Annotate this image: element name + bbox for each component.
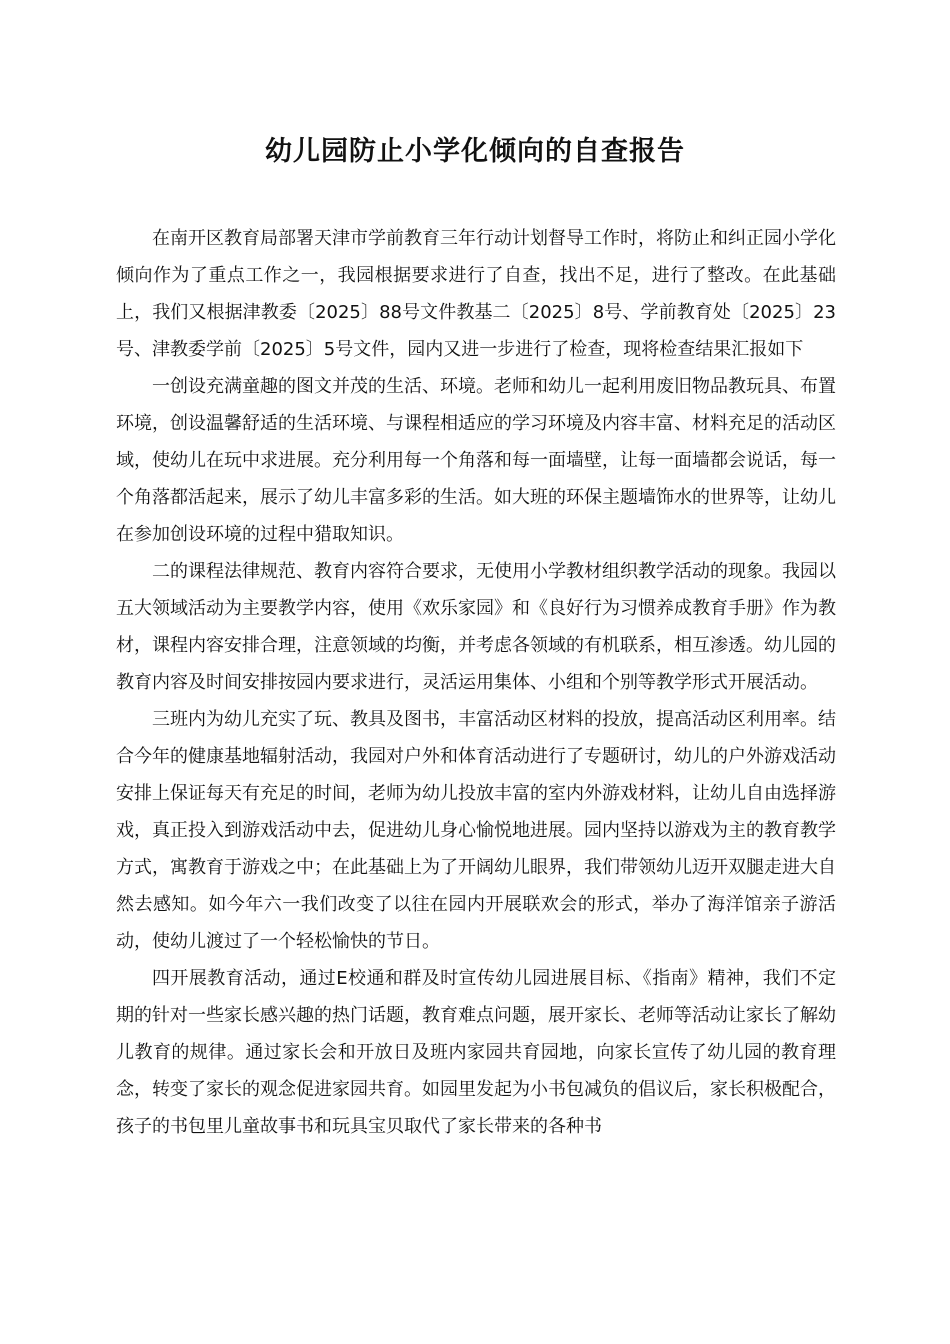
document-title: 幼儿园防止小学化倾向的自查报告 [265,136,685,167]
paragraph-section-1: 一创设充满童趣的图文并茂的生活、环境。老师和幼儿一起利用废旧物品教玩具、布置环境，创设温馨舒适的生活环境、与课程相适应的学习环境及内容丰富、材料充足的活动区域，使幼儿在玩中求进展。充分利用每一个角落和每一面墙壁，让每一面墙都会说话，每一个角落都活起来，展示了幼儿丰富多彩的生活。如大班的环保主题墙饰水的世界等，让幼儿在参加创设环境的过程中猎取知识。 [116,376,836,545]
paragraph-intro: 在南开区教育局部署天津市学前教育三年行动计划督导工作时，将防止和纠正园小学化倾向作为了重点工作之一，我园根据要求进行了自查，找出不足，进行了整改。在此基础上，我们又根据津教委〔2025〕88号文件教基二〔2025〕8号、学前教育处〔2025〕23号、津教委学前〔2025〕5号文件，园内又进一步进行了检查，现将检查结果汇报如下 [116,228,836,360]
paragraph-section-2: 二的课程法律规范、教育内容符合要求，无使用小学教材组织教学活动的现象。我园以五大领域活动为主要教学内容，使用《欢乐家园》和《良好行为习惯养成教育手册》作为教材，课程内容安排合理，注意领域的均衡，并考虑各领域的有机联系，相互渗透。幼儿园的教育内容及时间安排按园内要求进行，灵活运用集体、小组和个别等教学形式开展活动。 [116,561,836,693]
document-body [116,220,836,1145]
paragraph-section-3: 三班内为幼儿充实了玩、教具及图书，丰富活动区材料的投放，提高活动区利用率。结合今年的健康基地辐射活动，我园对户外和体育活动进行了专题研讨，幼儿的户外游戏活动安排上保证每天有充足的时间，老师为幼儿投放丰富的室内外游戏材料，让幼儿自由选择游戏，真正投入到游戏活动中去，促进幼儿身心愉悦地进展。园内坚持以游戏为主的教育教学方式，寓教育于游戏之中；在此基础上为了开阔幼儿眼界，我们带领幼儿迈开双腿走进大自然去感知。如今年六一我们改变了以往在园内开展联欢会的形式，举办了海洋馆亲子游活动，使幼儿渡过了一个轻松愉快的节日。 [116,709,836,952]
paragraph-section-4: 四开展教育活动，通过E校通和群及时宣传幼儿园进展目标、《指南》精神，我们不定期的针对一些家长感兴趣的热门话题，教育难点问题，展开家长、老师等活动让家长了解幼儿教育的规律。通过家长会和开放日及班内家园共育园地，向家长宣传了幼儿园的教育理念，转变了家长的观念促进家园共育。如园里发起为小书包减负的倡议后，家长积极配合，孩子的书包里儿童故事书和玩具宝贝取代了家长带来的各种书 [116,968,836,1137]
